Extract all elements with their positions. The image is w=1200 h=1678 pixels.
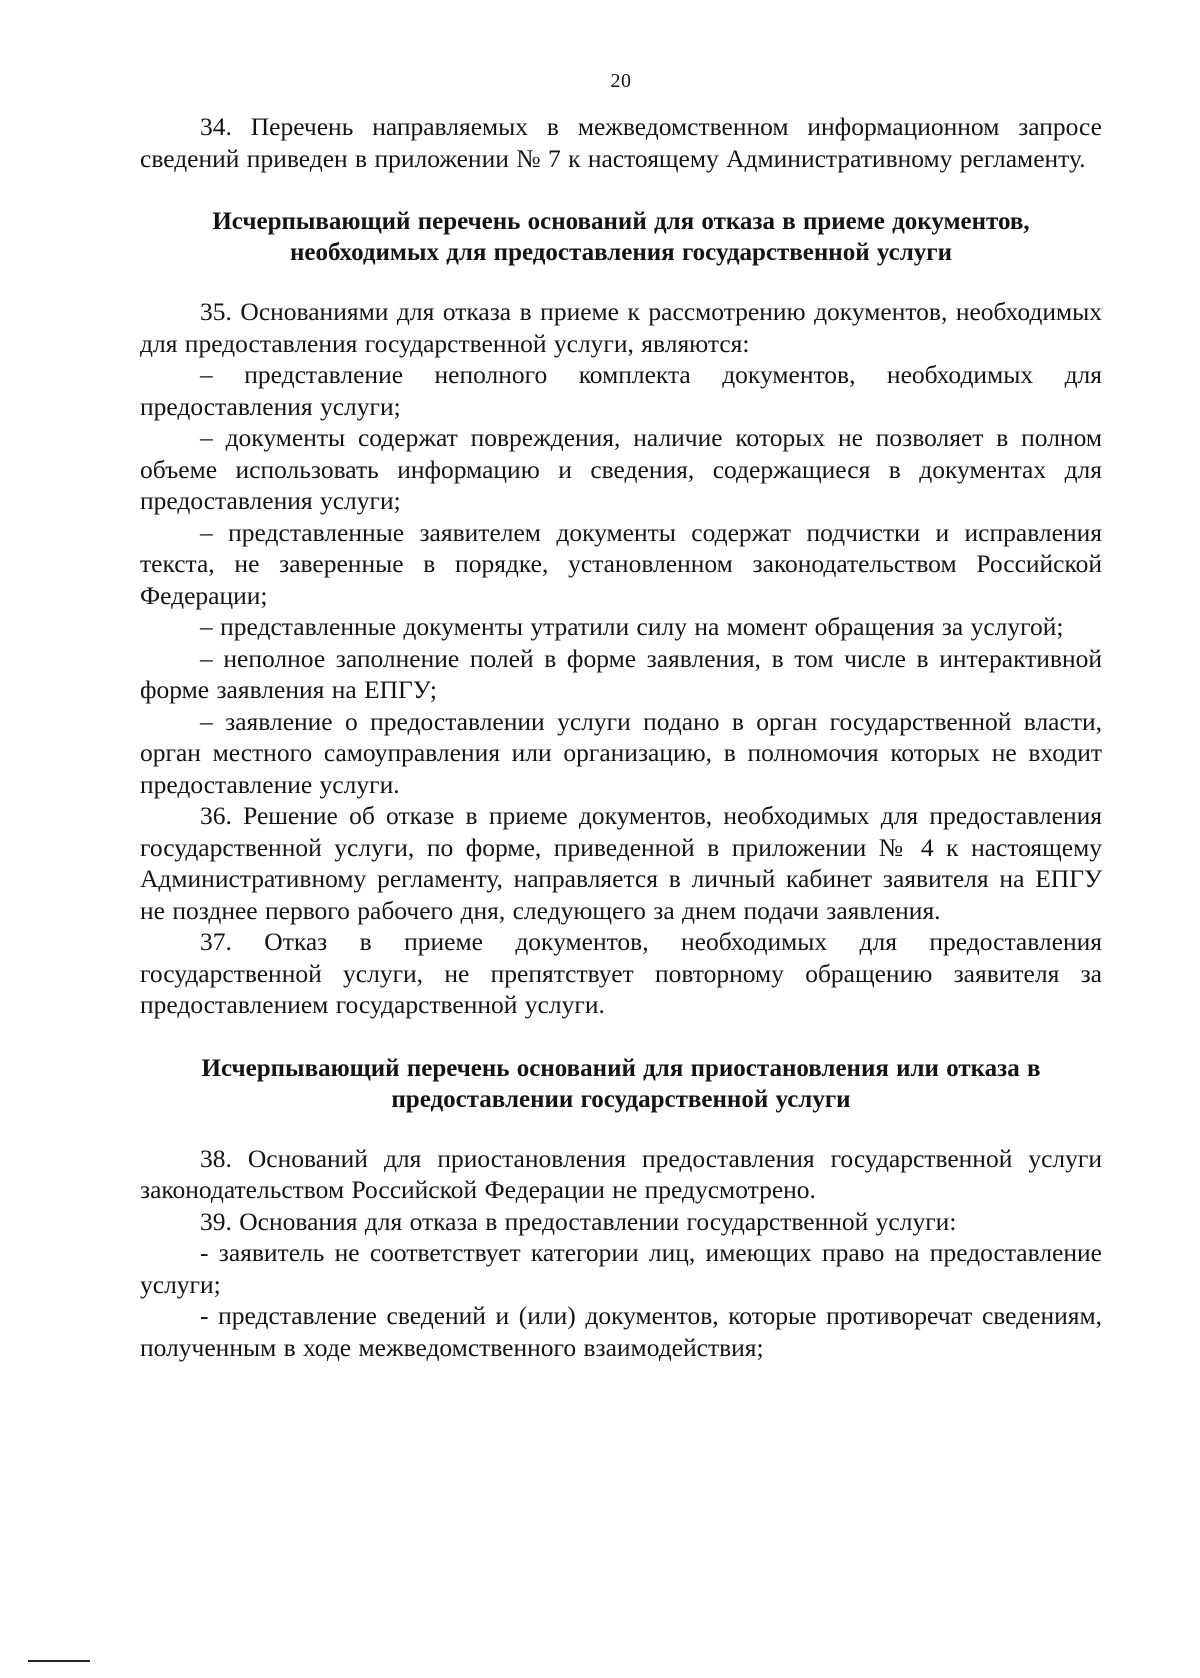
section-heading-suspension-refusal: Исчерпывающий перечень оснований для приостановления или отказа в предоставлении государственной услуги	[201, 1054, 1041, 1113]
paragraph-35: 35. Основаниями для отказа в приеме к рассмотрению документов, необходимых для предоставления государственной услуги, являются:	[140, 297, 1102, 358]
paragraph-37: 37. Отказ в приеме документов, необходимых для предоставления государственной услуги, не препятствует повторному обращению заявителя за предоставлением государственной услуги.	[140, 927, 1102, 1019]
spacer	[140, 1021, 1102, 1053]
spacer	[140, 268, 1102, 296]
list-item: – заявление о предоставлении услуги подано в орган государственной власти, орган местного самоуправления или организацию, в полномочия которых не входит предоставление услуги.	[140, 706, 1102, 799]
spacer	[140, 1115, 1102, 1143]
list-item: - представление сведений и (или) документов, которые противоречат сведениям, полученным в ходе межведомственного взаимодействия;	[140, 1301, 1102, 1362]
document-page	[140, 70, 1102, 1363]
list-item: – неполное заполнение полей в форме заявления, в том числе в интерактивной форме заявления на ЕПГУ;	[140, 643, 1102, 704]
list-item: – представленные документы утратили силу на момент обращения за услугой;	[200, 612, 1064, 641]
paragraph-34: 34. Перечень направляемых в межведомственном информационном запросе сведений приведен в приложении № 7 к настоящему Административному регламенту.	[140, 112, 1102, 173]
paragraph-36: 36. Решение об отказе в приеме документов, необходимых для предоставления государственной услуги, по форме, приведенной в приложении № 4 к настоящему Административному регламенту, направляется в личный кабинет заявителя на ЕПГУ не позднее первого рабочего дня, следующего за днем подачи заявления.	[140, 801, 1102, 925]
spacer	[140, 174, 1102, 206]
list-item: – документы содержат повреждения, наличие которых не позволяет в полном объеме использовать информацию и сведения, содержащиеся в документах для предоставления услуги;	[140, 423, 1102, 515]
list-item: - заявитель не соответствует категории лиц, имеющих право на предоставление услуги;	[140, 1238, 1102, 1299]
paragraph-38: 38. Оснований для приостановления предоставления государственной услуги законодательством Российской Федерации не предусмотрено.	[140, 1143, 1102, 1204]
list-item: – представление неполного комплекта документов, необходимых для предоставления услуги;	[140, 360, 1102, 421]
section-heading-refusal-acceptance: Исчерпывающий перечень оснований для отказа в приеме документов, необходимых для предоставления государственной услуги	[212, 208, 1030, 266]
footer-rule	[28, 1660, 90, 1662]
paragraph-39: 39. Основания для отказа в предоставлении государственной услуги:	[200, 1206, 957, 1236]
page-number: 20	[610, 70, 632, 92]
list-item: – представленные заявителем документы содержат подчистки и исправления текста, не заверенные в порядке, установленном законодательством Российской Федерации;	[140, 517, 1102, 610]
